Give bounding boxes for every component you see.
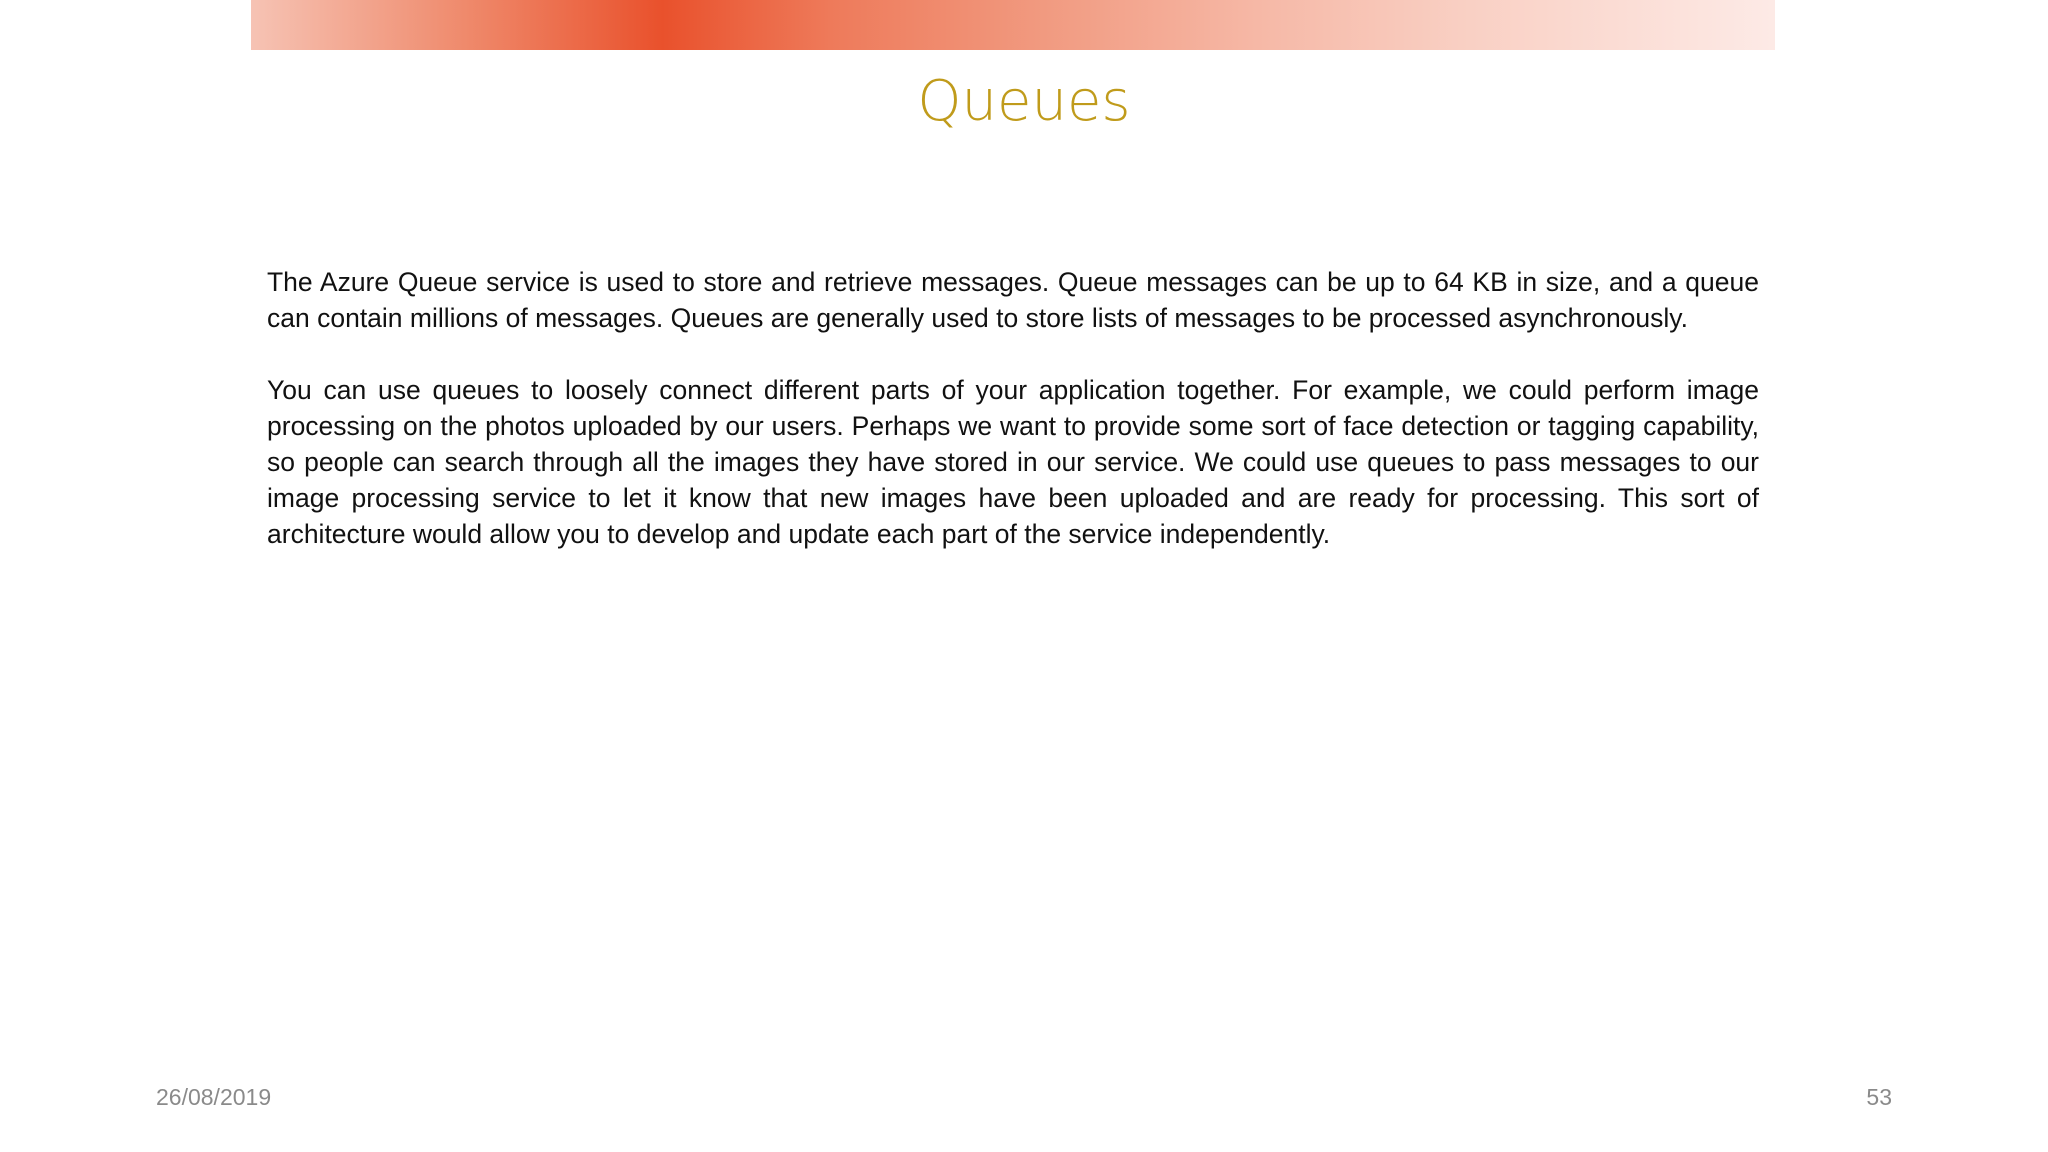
slide-title: Queues [917, 69, 1131, 134]
footer-date: 26/08/2019 [156, 1084, 272, 1110]
decorative-gradient-bar [251, 0, 1775, 50]
slide-body [267, 264, 1759, 588]
footer-page-number: 53 [1866, 1084, 1892, 1110]
body-paragraph-2: You can use queues to loosely connect different parts of your application together. For example, we could perform image processing on the photos uploaded by our users. Perhaps we want to provide some sort of face detection or tagging capability, so people can search through all the images they have stored in our service. We could use queues to pass messages to our image processing service to let it know that new images have been uploaded and are ready for processing. This sort of architecture would allow you to develop and update each part of the service independently. [267, 375, 1759, 549]
body-paragraph-1: The Azure Queue service is used to store and retrieve messages. Queue messages can be up to 64 KB in size, and a queue can contain millions of messages. Queues are generally used to store lists of messages to be processed asynchronously. [267, 267, 1759, 333]
